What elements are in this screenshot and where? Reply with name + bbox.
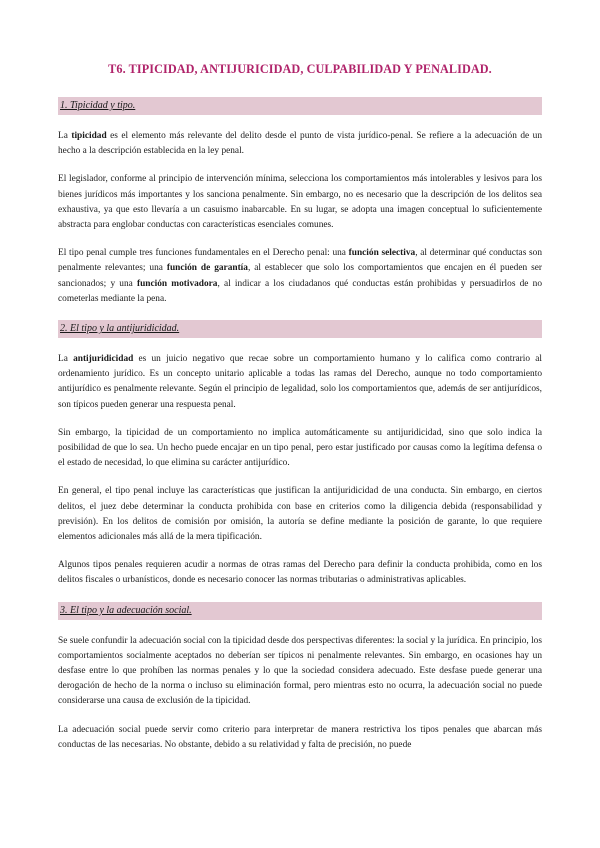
document-title: T6. TIPICIDAD, ANTIJURICIDAD, CULPABILIDAD Y PENALIDAD. [108, 62, 492, 76]
section-heading-antijuridicidad: 2. El tipo y la antijuridicidad. [58, 320, 542, 338]
paragraph: Algunos tipos penales requieren acudir a normas de otras ramas del Derecho para definir la conducta prohibida, como en los delitos fiscales o urbanísticos, donde es necesario conocer las normas tributarias o administrativas aplicables. [58, 560, 542, 586]
text-run: es un juicio negativo que recae sobre un comportamiento humano y lo califica como contrario al ordenamiento jurídico. Es un concepto unitario aplicable a todas las ramas del Derecho, aunque no todo comportamiento antijurídico es penalmente relevante. Según el principio de legalidad, solo los comportamientos que, además de ser antijurídicos, son típicos pueden generar una respuesta penal. [58, 354, 542, 410]
paragraph [58, 129, 542, 159]
text-run: , al establecer que solo los comportamientos que encajen en él pueden ser sancionados; y una [58, 263, 542, 289]
bold-term-funcion-garantia: función de garantía [166, 263, 248, 274]
bold-term-antijuridicidad: antijuridicidad [73, 354, 134, 365]
paragraph: En general, el tipo penal incluye las características que justifican la antijuridicidad de una conducta. Sin embargo, en ciertos delitos, el juez debe determinar la conducta prohibida con base en criterios como la diligencia debida (responsabilidad y previsión). En los delitos de comisión por omisión, la autoría se define mediante la posición de garante, lo que requiere elementos adicionales más allá de la mera tipificación. [58, 486, 542, 543]
bold-term-tipicidad: tipicidad [71, 131, 107, 141]
text-run: es el elemento más relevante del delito desde el punto de vista jurídico-penal. Se refiere a la adecuación de un hecho a la descripción establecida en la ley penal. [58, 131, 542, 157]
text-run: El tipo penal cumple tres funciones fundamentales en el Derecho penal: una [58, 248, 349, 259]
text-run: , al determinar qué conductas son penalmente relevantes; una [58, 248, 543, 274]
text-run: La [58, 354, 74, 365]
paragraph: El legislador, conforme al principio de intervención mínima, selecciona los comportamientos más intolerables y lesivos para los bienes jurídicos más importantes y los sanciona penalmente. Sin embargo, no es necesario que la descripción de los delitos sea exhaustiva, ya que esto llevaría a un casuismo inabarcable. En su lugar, se adopta una imagen conceptual lo suficientemente abstracta para englobar conductas con características esenciales comunes. [58, 174, 542, 231]
bold-term-funcion-motivadora: función motivadora [136, 278, 218, 289]
bold-term-funcion-selectiva: función selectiva [348, 248, 416, 259]
text-run: La [58, 131, 72, 141]
paragraph: Sin embargo, la tipicidad de un comportamiento no implica automáticamente su antijuridicidad, sino que solo indica la posibilidad de que lo sea. Un hecho puede encajar en un tipo penal, pero estar justificado por causas como la legítima defensa o el estado de necesidad, lo que elimina su carácter antijurídico. [58, 427, 542, 469]
paragraph: Se suele confundir la adecuación social con la tipicidad desde dos perspectivas diferentes: la social y la jurídica. En principio, los comportamientos socialmente aceptados no deberían ser típicos ni penalmente relevantes. Sin embargo, en ocasiones hay un desfase entre lo que prohíben las normas penales y lo que la sociedad considera adecuado. Este desfase puede generar una derogación de hecho de la norma o incluso su eliminación formal, pero mientras esto no ocurra, la adecuación social no puede considerarse una causa de exclusión de la tipicidad. [58, 635, 542, 707]
paragraph: La adecuación social puede servir como criterio para interpretar de manera restrictiva los tipos penales que abarcan más conductas de las necesarias. No obstante, debido a su relatividad y falta de precisión, no puede [58, 724, 542, 750]
paragraph [58, 246, 542, 307]
section-heading-tipicidad: 1. Tipicidad y tipo. [58, 97, 542, 115]
paragraph [58, 352, 542, 413]
text-run: , al indicar a los ciudadanos qué conductas están prohibidas y persuadirlos de no cometerlas mediante la pena. [58, 278, 542, 304]
section-heading-adecuacion-social: 3. El tipo y la adecuación social. [58, 602, 542, 620]
